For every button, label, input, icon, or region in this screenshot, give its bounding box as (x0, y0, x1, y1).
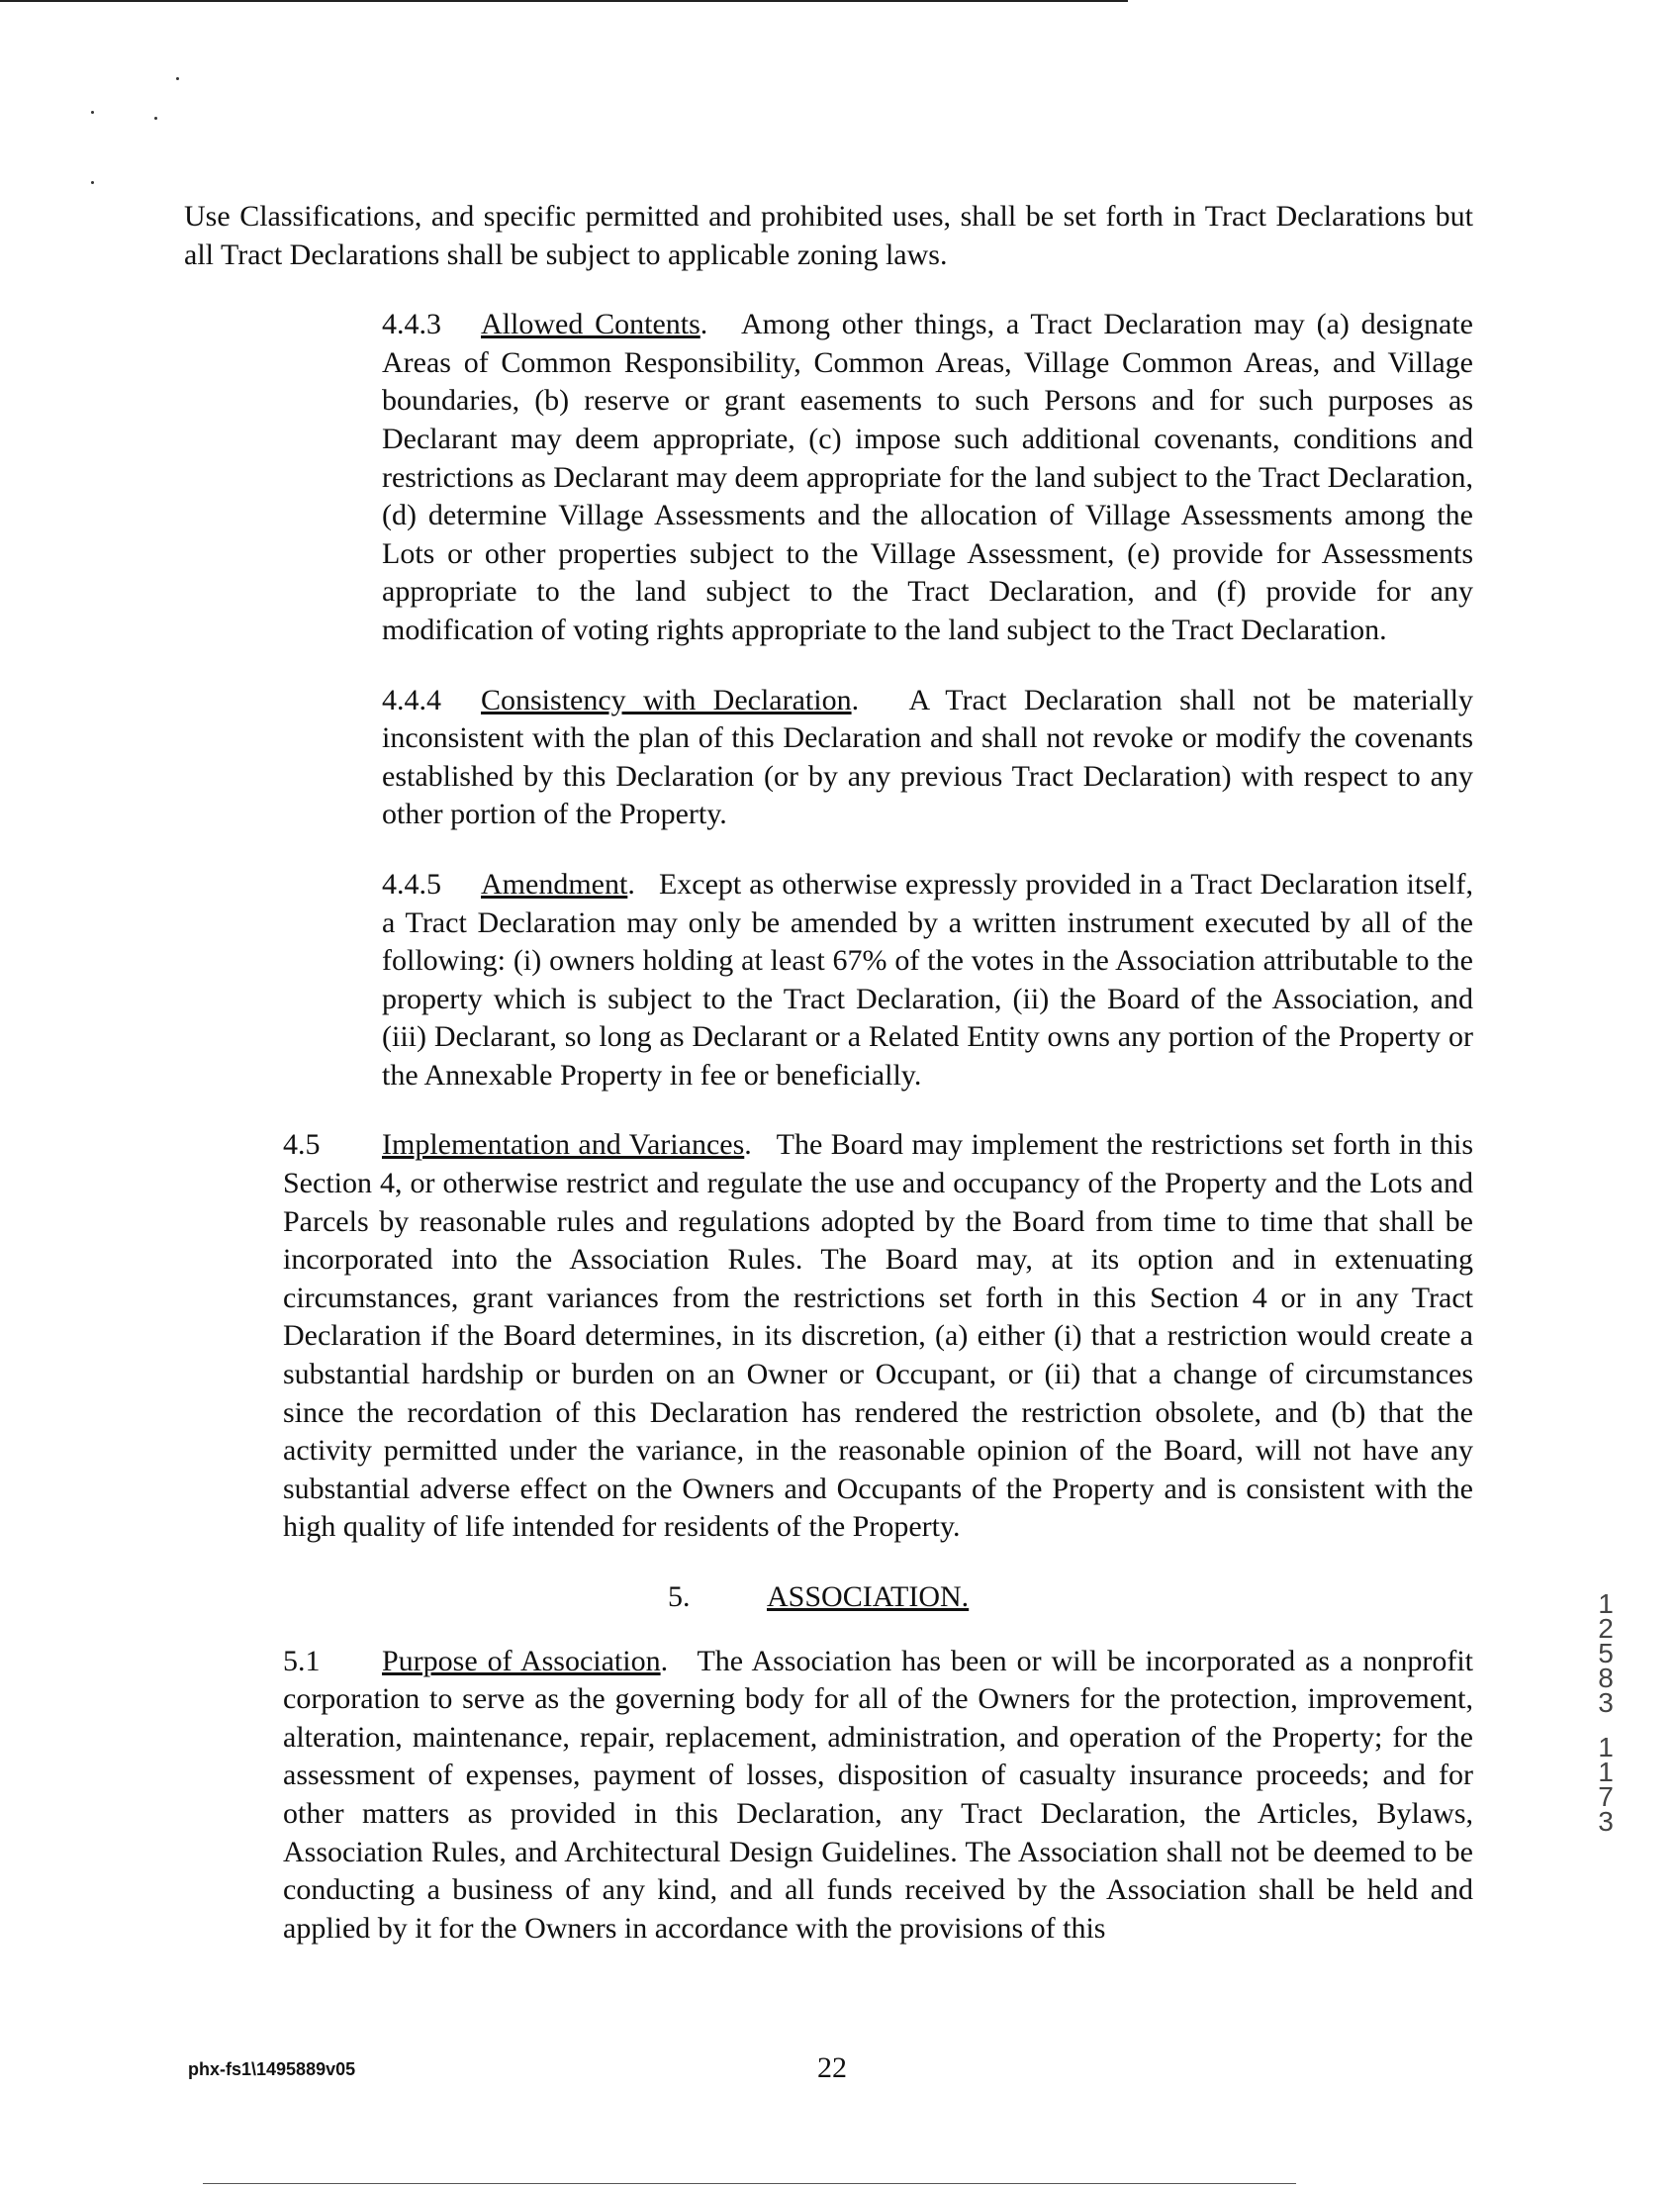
paragraph-title: Allowed Contents (481, 308, 700, 341)
paragraph-text: Except as otherwise expressly provided in a Tract Declaration itself, a Tract Declaration may only be amended by a written instrument executed by all of the following: (i) owners holding at least 67% of the votes in the Association attributable to the property which is subject to the Tract Declaration, (ii) the Board of the Association, and (iii) Declarant, so long as Declarant or a Related Entity owns any portion of the Property or the Annexable Property in fee or beneficially. (382, 867, 1474, 1092)
document-body (184, 198, 1473, 1979)
section-number: 5. (668, 1580, 691, 1613)
scan-speck (154, 117, 157, 120)
paragraph-4-4-4: 4.4.4 Consistency with Declaration. A Tract Declaration shall not be materially inconsistent with the plan of this Declaration and shall not revoke or modify the covenants established by this Declaration (or by any previous Tract Declaration) with respect to any other portion of the Property. (382, 683, 1473, 831)
stamp-digit: 7 (1598, 1781, 1614, 1812)
stamp-digit: 1 (1598, 1732, 1614, 1762)
footer-document-id: phx-fs1\1495889v05 (188, 2059, 356, 2079)
paragraph-number: 4.4.4 (382, 683, 441, 716)
stamp-digit: 3 (1598, 1687, 1614, 1718)
scan-speck (91, 111, 94, 114)
stamp-digit: 2 (1598, 1613, 1614, 1644)
paragraph-4-4-5: 4.4.5 Amendment. Except as otherwise expressly provided in a Tract Declaration itself, a Tract Declaration may only be amended by a written instrument executed by all of the following: (i) owners holding at least 67% of the votes in the Association attributable to the property which is subject to the Tract Declaration, (ii) the Board of the Association, and (iii) Declarant, so long as Declarant or a Related Entity owns any portion of the Property or the Annexable Property in fee or beneficially. (382, 867, 1474, 1092)
scan-speck (91, 181, 94, 184)
paragraph-title: Purpose of Association (382, 1644, 661, 1677)
paragraph-number: 4.5 (283, 1128, 321, 1162)
section-heading (184, 1578, 1473, 1617)
section-title: ASSOCIATION. (767, 1580, 970, 1613)
stamp-digit: 8 (1598, 1663, 1614, 1693)
continuation-paragraph: Use Classifications, and specific permitted and prohibited uses, shall be set forth in Tract Declarations but all Tract Declarations shall be subject to applicable zoning laws. (184, 200, 1473, 271)
paragraph-number: 5.1 (283, 1644, 321, 1677)
paragraph-title: Consistency with Declaration (481, 683, 852, 716)
recording-number-stamp (1589, 1588, 1623, 1837)
top-scan-rule (0, 0, 1128, 2)
paragraph-number: 4.4.5 (382, 867, 441, 901)
paragraph-number: 4.4.3 (382, 308, 441, 341)
paragraph-title: Amendment (481, 867, 628, 901)
paragraph-text: The Association has been or will be incorporated as a nonprofit corporation to serve as the governing body for all of the Owners for the protection, improvement, alteration, maintenance, repair, replacement, administration, and operation of the Property; for the assessment of expenses, payment of losses, disposition of casualty insurance proceeds; and for other matters as provided in this Declaration, any Tract Declaration, the Articles, Bylaws, Association Rules, and Architectural Design Guidelines. The Association shall not be deemed to be conducting a business of any kind, and all funds received by the Association shall be held and applied by it for the Owners in accordance with the provisions of this (283, 1644, 1473, 1945)
stamp-digit: 1 (1598, 1588, 1614, 1619)
paragraph-4-5: 4.5 Implementation and Variances. The Board may implement the restrictions set forth in this Section 4, or otherwise restrict and regulate the use and occupancy of the Property and the Lots and Parcels by reasonable rules and regulations adopted by the Board from time to time that shall be incorporated into the Association Rules. The Board may, at its option and in extenuating circumstances, grant variances from the restrictions set forth in this Section 4 or in any Tract Declaration if the Board determines, in its discretion, (a) either (i) that a restriction would create a substantial hardship or burden on an Owner or Occupant, or (ii) that a change of circumstances since the recordation of this Declaration has rendered the restriction obsolete, and (b) that the activity permitted under the variance, in the reasonable opinion of the Board, will not have any substantial adverse effect on the Owners and Occupants of the Property and is consistent with the high quality of life intended for residents of the Property. (283, 1128, 1473, 1544)
paragraph-text: Among other things, a Tract Declaration may (a) designate Areas of Common Responsibility, Common Areas, Village Common Areas, and Village boundaries, (b) reserve or grant easements to such Persons and for such purposes as Declarant may deem appropriate, (c) impose such additional covenants, conditions and restrictions as Declarant may deem appropriate for the land subject to the Tract Declaration, (d) determine Village Assessments and the allocation of Village Assessments among the Lots or other properties subject to the Village Assessment, (e) provide for Assessments appropriate to the land subject to the Tract Declaration, and (f) provide for any modification of voting rights appropriate to the land subject to the Tract Declaration. (382, 308, 1473, 646)
stamp-bottom-digits (1589, 1732, 1623, 1837)
stamp-top-digits (1589, 1588, 1623, 1718)
stamp-digit: 1 (1598, 1757, 1614, 1787)
stamp-digit: 3 (1598, 1806, 1614, 1837)
paragraph-text: A Tract Declaration shall not be materially inconsistent with the plan of this Declaration and shall not revoke or modify the covenants established by this Declaration (or by any previous Tract Declaration) with respect to any other portion of the Property. (382, 683, 1473, 831)
stamp-digit: 5 (1598, 1638, 1614, 1668)
footer-page-number: 22 (817, 2051, 847, 2084)
paragraph-4-4-3: 4.4.3 Allowed Contents. Among other things, a Tract Declaration may (a) designate Areas of Common Responsibility, Common Areas, Village Common Areas, and Village boundaries, (b) reserve or grant easements to such Persons and for such purposes as Declarant may deem appropriate, (c) impose such additional covenants, conditions and restrictions as Declarant may deem appropriate for the land subject to the Tract Declaration, (d) determine Village Assessments and the allocation of Village Assessments among the Lots or other properties subject to the Village Assessment, (e) provide for Assessments appropriate to the land subject to the Tract Declaration, and (f) provide for any modification of voting rights appropriate to the land subject to the Tract Declaration. (382, 308, 1473, 646)
paragraph-text: The Board may implement the restrictions set forth in this Section 4, or otherwise restrict and regulate the use and occupancy of the Property and the Lots and Parcels by reasonable rules and regulations adopted by the Board from time to time that shall be incorporated into the Association Rules. The Board may, at its option and in extenuating circumstances, grant variances from the restrictions set forth in this Section 4 or in any Tract Declaration if the Board determines, in its discretion, (a) either (i) that a restriction would create a substantial hardship or burden on an Owner or Occupant, or (ii) that a change of circumstances since the recordation of this Declaration has rendered the restriction obsolete, and (b) that the activity permitted under the variance, in the reasonable opinion of the Board, will not have any substantial adverse effect on the Owners and Occupants of the Property and is consistent with the high quality of life intended for residents of the Property. (283, 1128, 1473, 1544)
bottom-scan-rule (203, 2183, 1296, 2184)
paragraph-5-1: 5.1 Purpose of Association. The Association has been or will be incorporated as a nonprofit corporation to serve as the governing body for all of the Owners for the protection, improvement, alteration, maintenance, repair, replacement, administration, and operation of the Property; for the assessment of expenses, payment of losses, disposition of casualty insurance proceeds; and for other matters as provided in this Declaration, any Tract Declaration, the Articles, Bylaws, Association Rules, and Architectural Design Guidelines. The Association shall not be deemed to be conducting a business of any kind, and all funds received by the Association shall be held and applied by it for the Owners in accordance with the provisions of this (283, 1644, 1473, 1945)
paragraph-title: Implementation and Variances (382, 1128, 745, 1162)
scan-speck (176, 77, 179, 80)
